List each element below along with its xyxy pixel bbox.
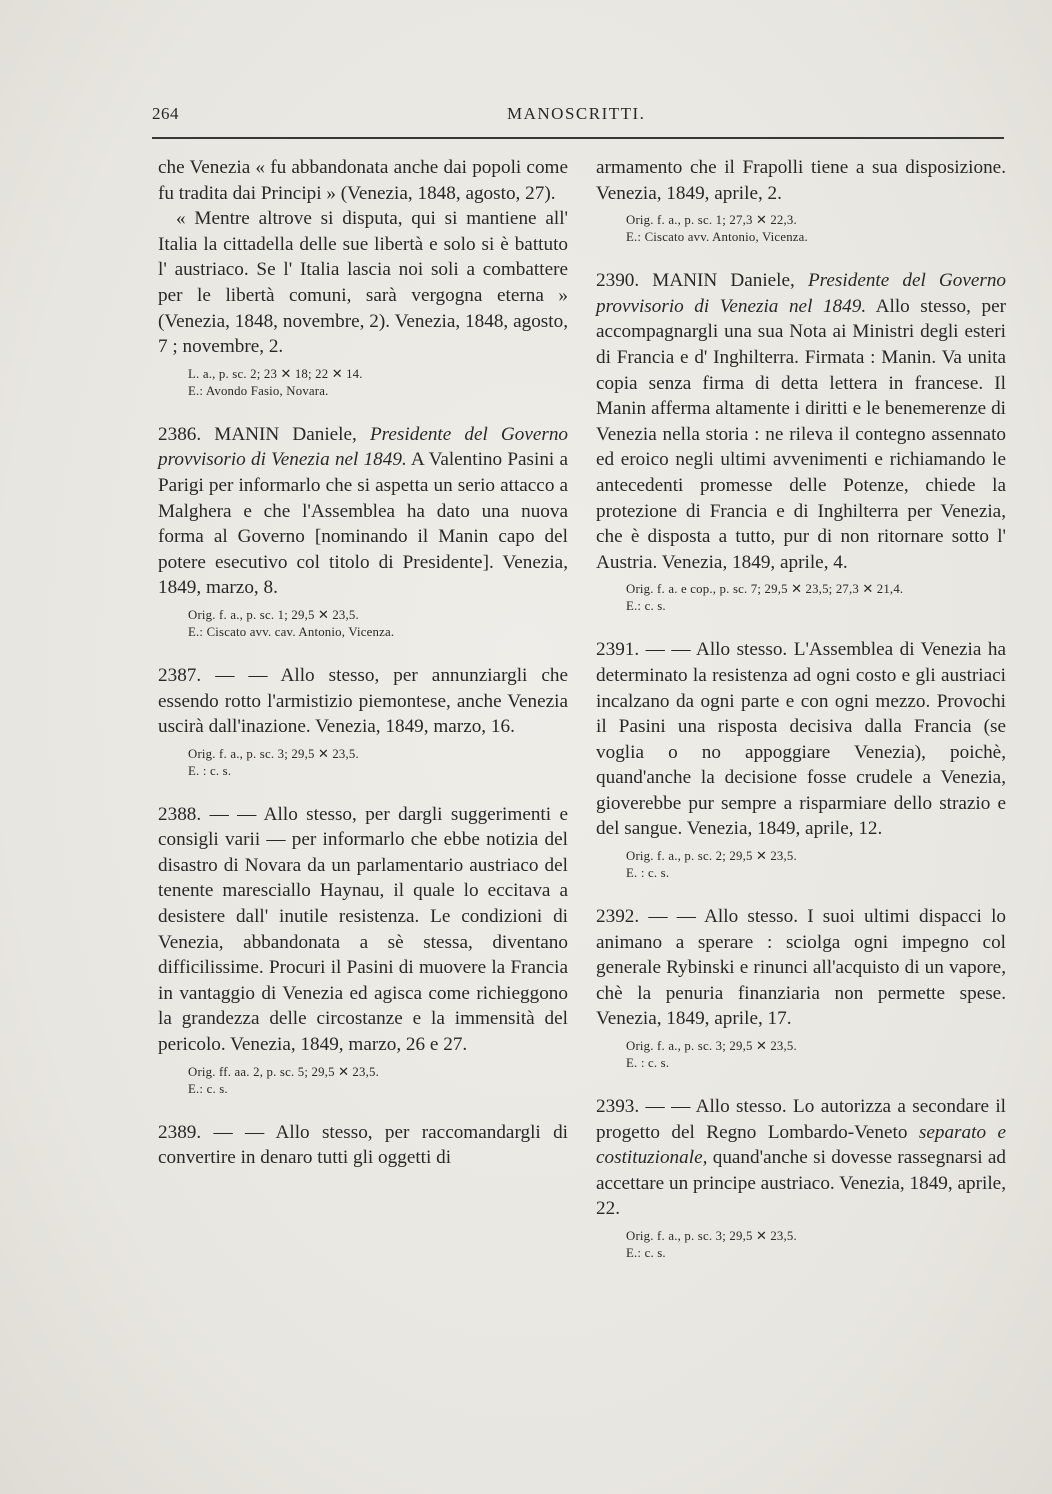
page-header: [152, 104, 1002, 128]
entry-text: che Venezia « fu abbandonata anche dai popoli come fu tradita dai Principi » (Venezia, 1848, agosto, 27).: [158, 157, 568, 204]
spacer: [158, 1098, 568, 1120]
note-line: E.: c. s.: [188, 1081, 228, 1096]
entry-body: A Valentino Pasini a Parigi per informarlo che si aspetta un serio attacco a Malghera e che l'Assemblea ha dato una nuova forma al Governo [nominando il Manin capo del potere esecutivo col titolo di Presidente]. Venezia, 1849, marzo, 8.: [158, 449, 568, 599]
spacer: [596, 1072, 1006, 1094]
spacer: [158, 641, 568, 663]
entry-2388: [158, 802, 568, 1098]
entry-text: « Mentre altrove si disputa, qui si mantiene all' Italia la cittadella delle sue libertà e solo si è battuto l' austriaco. Se l' Italia lascia noi soli a combattere per le libertà comuni, sarà vergogna eterna » (Venezia, 1848, novembre, 2). Venezia, 1848, agosto, 7 ; novembre, 2.: [158, 208, 568, 358]
entry-text: [596, 268, 1006, 575]
entry-body: — — Allo stesso, per annunziargli che essendo rotto l'armistizio piemontese, anche Venezia uscirà dall'inazione. Venezia, 1849, marzo, 16.: [158, 664, 569, 738]
entry-body: — — Allo stesso. L'Assemblea di Venezia ha determinato la resistenza ad ogni costo e gli austriaci incalzano da ogni parte e con ogni mezzo. Provochi il Pasini una risposta decisiva dalla Francia (se voglia o no appoggiare Venezia), poichè, quand'anche la decisione fosse crudele a Venezia, gioverebbe pur sempre a risparmiare dello strazio e del sangue. Venezia, 1849, aprile, 12.: [596, 639, 1006, 840]
entry-body: — — Allo stesso. Lo autorizza a secondare il progetto del Regno Lombardo-Veneto: [596, 1096, 1007, 1143]
spacer: [158, 400, 568, 422]
entry-text: [158, 802, 568, 1058]
entry-text: [596, 904, 1006, 1032]
entry-note: [626, 1228, 1006, 1262]
entry-2393: [596, 1094, 1006, 1262]
entry-number: 2393.: [596, 1096, 640, 1118]
entry-note: [626, 848, 1006, 882]
entry-text: armamento che il Frapolli tiene a sua disposizione. Venezia, 1849, aprile, 2.: [596, 157, 1006, 204]
entry-continued: [158, 155, 568, 400]
entry-note: [626, 1038, 1006, 1072]
entry-2386: [158, 422, 568, 641]
entry-continued: [596, 155, 1006, 246]
entry-number: 2388.: [158, 803, 202, 825]
entry-number: 2391.: [596, 639, 640, 661]
entry-author: MANIN Daniele,: [652, 270, 795, 292]
entry-body: — — Allo stesso. I suoi ultimi dispacci lo animano a sperare : sciolga ogni impegno col generale Rybinski e rinunci all'acquisto di un vapore, chè la penuria finanziaria non permette spese. Venezia, 1849, aprile, 17.: [596, 906, 1007, 1030]
entry-body: quand'anche si dovesse rassegnarsi ad accettare un principe austriaco. Venezia, 1849, aprile, 22.: [596, 1147, 1006, 1220]
page-number: 264: [152, 104, 179, 123]
right-column: [596, 155, 1006, 1262]
entry-note: [188, 607, 568, 641]
entry-number: 2386.: [158, 423, 202, 445]
note-line: Orig. f. a., p. sc. 3; 29,5 ✕ 23,5.: [188, 746, 359, 761]
entry-note: [626, 581, 1006, 615]
note-line: E.: Avondo Fasio, Novara.: [188, 383, 329, 398]
spacer: [596, 882, 1006, 904]
spacer: [158, 780, 568, 802]
entry-author-title: Presidente del Governo provvisorio di Venezia nel 1849.: [158, 423, 569, 471]
note-line: Orig. f. a., p. sc. 3; 29,5 ✕ 23,5.: [626, 1229, 797, 1243]
entry-note: [188, 1064, 568, 1098]
entry-text: [158, 422, 568, 601]
note-line: Orig. ff. aa. 2, p. sc. 5; 29,5 ✕ 23,5.: [188, 1064, 380, 1079]
note-line: E.: c. s.: [626, 599, 666, 614]
note-line: Orig. f. a., p. sc. 1; 27,3 ✕ 22,3.: [626, 213, 797, 228]
entry-2387: [158, 663, 568, 780]
entry-note: [188, 746, 568, 780]
entry-number: 2387.: [158, 664, 202, 686]
entry-note: [626, 212, 1006, 246]
note-line: Orig. f. a. e cop., p. sc. 7; 29,5 ✕ 23,5; 27,3 ✕ 21,4.: [626, 582, 904, 597]
left-column: [158, 155, 568, 1171]
entry-body: — — Allo stesso, per raccomandargli di convertire in denaro tutti gli oggetti di: [158, 1121, 569, 1169]
spacer: [596, 246, 1006, 268]
note-line: E. : c. s.: [626, 866, 670, 881]
entry-number: 2389.: [158, 1121, 202, 1143]
note-line: L. a., p. sc. 2; 23 ✕ 18; 22 ✕ 14.: [188, 366, 363, 381]
entry-number: 2390.: [596, 270, 640, 292]
entry-2391: [596, 637, 1006, 882]
entry-2392: [596, 904, 1006, 1072]
entry-body: — — Allo stesso, per dargli suggerimenti e consigli varii — per informarlo che ebbe notizia del disastro di Novara da un parlamentario austriaco del tenente maresciallo Haynau, il quale lo eccitava a desistere dall' inutile resistenza. Le condizioni di Venezia, abbandonata a sè stessa, diventano difficilissime. Procuri il Pasini di muovere la Francia in vantaggio di Venezia ed agisca come richieggono la grandezza delle circostanze e la immensità del pericolo. Venezia, 1849, marzo, 26 e 27.: [158, 803, 568, 1056]
entry-author: MANIN Daniele,: [214, 423, 357, 445]
entry-text: [596, 637, 1006, 842]
note-line: Orig. f. a., p. sc. 1; 29,5 ✕ 23,5.: [188, 607, 359, 622]
note-line: E. : c. s.: [188, 763, 232, 778]
note-line: E.: Ciscato avv. Antonio, Vicenza.: [626, 230, 808, 245]
note-line: Orig. f. a., p. sc. 3; 29,5 ✕ 23,5.: [626, 1039, 797, 1054]
entry-text: [158, 1120, 568, 1171]
entry-text: [596, 1094, 1006, 1222]
entry-2389: [158, 1120, 568, 1171]
entry-author-title: Presidente del Governo provvisorio di Venezia nel 1849.: [596, 270, 1007, 317]
entry-body: Allo stesso, per accompagnargli una sua Nota ai Ministri degli esteri di Francia e d' Inghilterra. Firmata : Manin. Va unita copia senza firma di detta lettera in francese. Il Manin afferma altamente i diritti e le benemerenze di Venezia nella storia : ne rileva il contegno assennato ed eroico negli ultimi avvenimenti e richiamando le antecedenti promesse delle Potenze, chiede la protezione di Francia e di Inghilterra per Venezia, che è disposta a tutto, pur di non ritornare sotto l' Austria. Venezia, 1849, aprile, 4.: [596, 295, 1006, 573]
running-title: MANOSCRITTI.: [507, 104, 646, 123]
entry-number: 2392.: [596, 906, 640, 928]
entry-note: [188, 366, 568, 400]
note-line: E. : c. s.: [626, 1056, 670, 1071]
spacer: [596, 615, 1006, 637]
entry-2390: [596, 268, 1006, 615]
entry-emphasis: separato e costituzionale,: [596, 1121, 1006, 1169]
note-line: E.: c. s.: [626, 1246, 666, 1260]
header-rule: [152, 137, 1004, 139]
note-line: Orig. f. a., p. sc. 2; 29,5 ✕ 23,5.: [626, 849, 797, 864]
entry-text: [158, 663, 568, 740]
note-line: E.: Ciscato avv. cav. Antonio, Vicenza.: [188, 624, 395, 639]
